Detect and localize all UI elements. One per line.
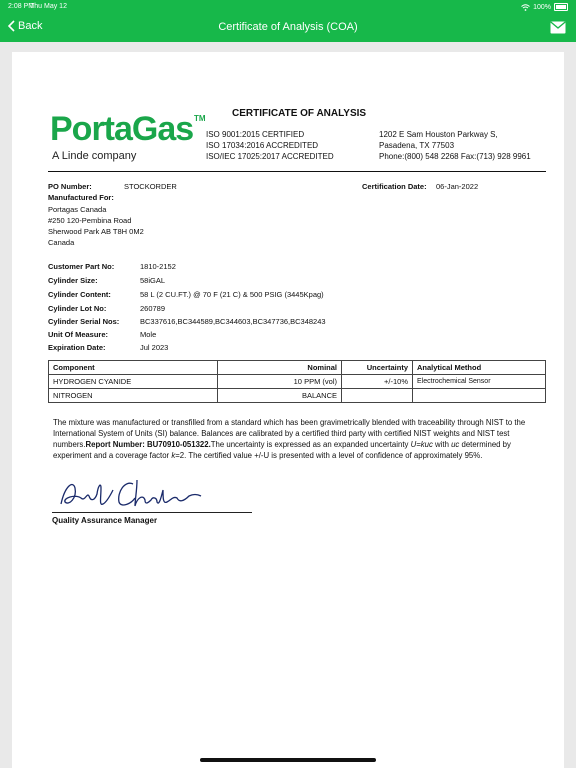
statement-formula: U=kuc	[410, 440, 433, 449]
cert-line: ISO 17034:2016 ACCREDITED	[206, 141, 319, 150]
company-address	[379, 129, 531, 162]
cert-date-value: 06-Jan-2022	[436, 182, 479, 191]
cell-nominal: 10 PPM (vol)	[218, 375, 342, 389]
nav-title: Certificate of Analysis (COA)	[218, 21, 358, 33]
certifications	[206, 129, 334, 162]
nav-bar	[0, 14, 576, 42]
cert-line: ISO 9001:2015 CERTIFIED	[206, 130, 305, 139]
signature-line	[52, 512, 252, 513]
battery-icon	[554, 3, 568, 11]
address-line: #250 120-Pembina Road	[48, 216, 132, 225]
wifi-icon	[521, 4, 530, 11]
statement-formula: uc	[451, 440, 460, 449]
field-label: Customer Part No:	[48, 262, 115, 271]
cell-method	[413, 389, 546, 403]
manufactured-for-label: Manufactured For:	[48, 193, 114, 202]
status-date: Thu May 12	[30, 3, 67, 10]
statement-text: with	[432, 440, 452, 449]
field-label: Cylinder Content:	[48, 290, 111, 299]
statement-text: =2. The certified value +/-U is presented with a level of confidence of approximately 95%.	[175, 451, 483, 460]
table-row	[49, 389, 546, 403]
document-title: CERTIFICATE OF ANALYSIS	[232, 108, 367, 119]
status-time: 2:08 PM	[8, 3, 35, 10]
report-number: Report Number: BU70910-051322.	[85, 440, 211, 449]
mail-icon[interactable]	[550, 21, 566, 34]
field-value: 58iGAL	[140, 276, 166, 285]
address-line: Sherwood Park AB T8H 0M2	[48, 227, 144, 236]
table-row	[49, 375, 546, 389]
field-label: Cylinder Lot No:	[48, 304, 107, 313]
cell-method: Electrochemical Sensor	[413, 375, 546, 389]
cert-line: ISO/IEC 17025:2017 ACCREDITED	[206, 152, 334, 161]
status-right	[521, 3, 568, 11]
signature-image	[55, 476, 205, 512]
address-line: Phone:(800) 548 2268 Fax:(713) 928 9961	[379, 152, 531, 161]
field-label: Cylinder Serial Nos:	[48, 317, 120, 326]
logo-tm: TM	[194, 114, 206, 123]
cell-nominal: BALANCE	[218, 389, 342, 403]
component-table	[48, 360, 546, 403]
statement-formula: k	[171, 451, 176, 460]
table-header-row	[49, 361, 546, 375]
po-label: PO Number:	[48, 182, 92, 191]
field-label: Unit Of Measure:	[48, 330, 109, 339]
cert-date-label: Certification Date:	[362, 182, 427, 191]
field-value: Mole	[140, 330, 157, 339]
field-value: 260789	[140, 304, 166, 313]
field-label: Cylinder Size:	[48, 276, 98, 285]
battery-percent: 100%	[533, 3, 551, 11]
logo-subtitle: A Linde company	[52, 150, 137, 162]
cell-uncertainty	[342, 389, 413, 403]
address-line: 1202 E Sam Houston Parkway S,	[379, 130, 498, 139]
back-label: Back	[18, 20, 43, 32]
field-value: 1810-2152	[140, 262, 176, 271]
header-uncertainty: Uncertainty	[342, 361, 413, 375]
qa-manager-label: Quality Assurance Manager	[52, 516, 158, 525]
statement-text: The mixture was manufactured or transfilled from a standard which has been gravimetrically blended with traceability through NIST to the International System of Units (SI) balance. Balances are calibrated by a certified third party with certified NIST weights and NIST test numbers.	[53, 418, 526, 449]
address-line: Pasadena, TX 77503	[379, 141, 455, 150]
field-label: Expiration Date:	[48, 343, 106, 352]
portagas-logo: PortaGas	[50, 110, 194, 148]
address-line: Portagas Canada	[48, 205, 107, 214]
header-divider	[48, 171, 546, 172]
address-line: Canada	[48, 238, 75, 247]
header-component: Component	[49, 361, 218, 375]
po-value: STOCKORDER	[124, 182, 177, 191]
status-bar	[0, 0, 576, 14]
manufactured-for-address	[48, 204, 144, 248]
cell-component: HYDROGEN CYANIDE	[49, 375, 218, 389]
home-indicator[interactable]	[200, 758, 376, 762]
cell-uncertainty: +/-10%	[342, 375, 413, 389]
header-nominal: Nominal	[218, 361, 342, 375]
statement-text: determined by experiment and a coverage factor	[53, 440, 511, 460]
field-value: BC337616,BC344589,BC344603,BC347736,BC348243	[140, 317, 326, 326]
cell-component: NITROGEN	[49, 389, 218, 403]
field-value: Jul 2023	[140, 343, 169, 352]
header-method: Analytical Method	[413, 361, 546, 375]
traceability-statement	[53, 417, 541, 461]
field-value: 58 L (2 CU.FT.) @ 70 F (21 C) & 500 PSIG (3445Kpag)	[140, 290, 324, 299]
statement-text: The uncertainty is expressed as an expanded uncertainty	[210, 440, 411, 449]
